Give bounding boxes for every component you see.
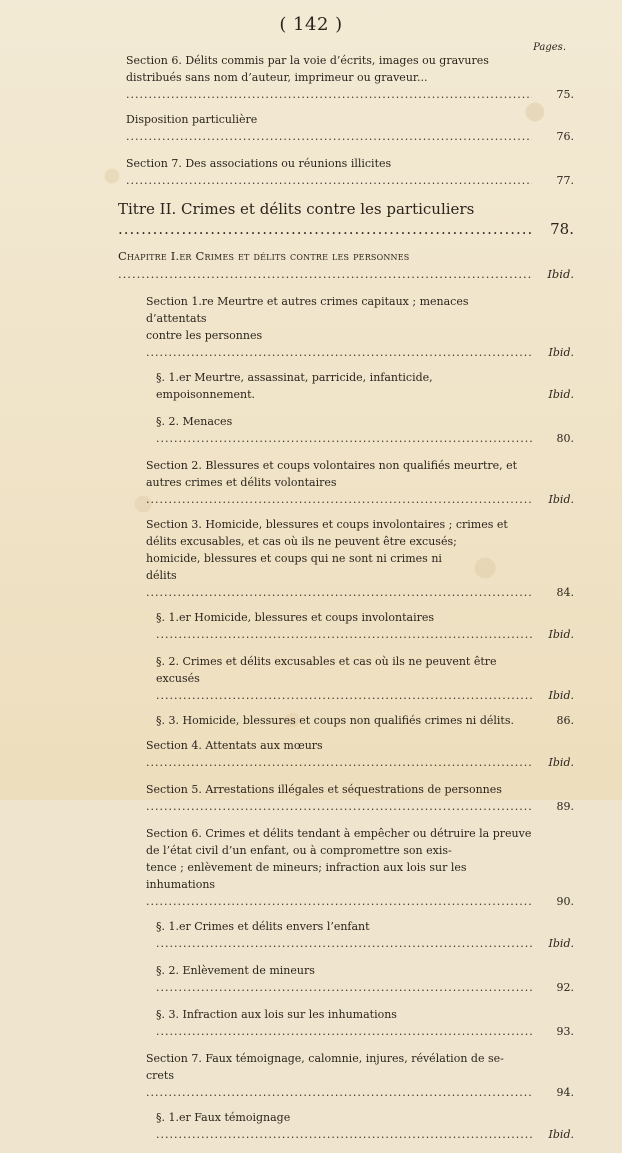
toc-entry-page: Ibid. — [548, 493, 574, 506]
page-number: ( 142 ) — [279, 14, 343, 35]
toc-entry-section-5 — [118, 781, 574, 815]
toc-entry-section-2 — [118, 457, 574, 508]
toc-entry-label: §. 3. Infraction aux lois sur les inhumations ..... — [156, 1006, 532, 1040]
toc-entry-paragraph-3-2 — [118, 653, 574, 704]
toc-entry-section-3 — [118, 516, 574, 601]
toc-entry-page: Ibid. — [548, 388, 574, 401]
toc-entry-paragraph-7-1 — [118, 1109, 574, 1143]
toc-entry-section-6-enfant — [118, 825, 574, 910]
toc-entry-label: Section 3. Homicide, blessures et coups involontaires ; crimes et délits excusables, et cas où ils ne peuvent être excusés; homicide, blessures et coups qui ne sont ni crimes ni délits ..... — [146, 516, 532, 601]
toc-entry-section-7-associations — [118, 155, 574, 189]
toc-entry-page: 94. — [556, 1086, 574, 1099]
table-of-contents — [118, 52, 574, 1153]
toc-entry-label: Chapitre I.er Crimes et délits contre les personnes ..... — [118, 247, 532, 283]
toc-entry-page: Ibid. — [548, 937, 574, 950]
toc-entry-paragraph-1 — [118, 369, 574, 403]
toc-entry-label: Section 6. Délits commis par la voie d’écrits, images ou gravures distribués sans nom d’auteur, imprimeur ou graveur... ..... — [126, 52, 532, 103]
toc-entry-paragraph-6-2 — [118, 962, 574, 996]
toc-entry-chapitre-i — [118, 247, 574, 283]
toc-entry-label: §. 3. Homicide, blessures et coups non qualifiés crimes ni délits. — [156, 714, 514, 727]
toc-entry-page: 75. — [556, 88, 574, 101]
toc-entry-page: 76. — [556, 130, 574, 143]
toc-entry-label: Titre II. Crimes et délits contre les particuliers ..... — [118, 199, 532, 239]
toc-entry-label: Section 5. Arrestations illégales et séquestrations de personnes ..... — [146, 781, 532, 815]
toc-entry-page: 77. — [556, 174, 574, 187]
toc-entry-label: §. 1.er Crimes et délits envers l’enfant ..... — [156, 918, 532, 952]
toc-entry-label: Section 7. Des associations ou réunions illicites ..... — [126, 155, 532, 189]
pages-label: Pages. — [533, 42, 566, 53]
toc-entry-page: 86. — [556, 714, 574, 727]
toc-entry-label: §. 2. Enlèvement de mineurs ..... — [156, 962, 532, 996]
toc-entry-page: Ibid. — [547, 267, 574, 281]
toc-entry-section-4 — [118, 737, 574, 771]
toc-entry-page: 90. — [556, 895, 574, 908]
toc-entry-paragraph-3-3 — [118, 712, 574, 729]
toc-entry-label: Section 6. Crimes et délits tendant à empêcher ou détruire la preuve de l’état civil d’un enfant, ou à compromettre son exis- tence ; enlèvement de mineurs; infraction aux lois sur les inhumations ..... — [146, 825, 532, 910]
toc-entry-paragraph-3-1 — [118, 609, 574, 643]
toc-entry-paragraph-6-3 — [118, 1006, 574, 1040]
toc-entry-label: Section 4. Attentats aux mœurs ..... — [146, 737, 532, 771]
toc-entry-label: Section 7. Faux témoignage, calomnie, injures, révélation de se- crets ..... — [146, 1050, 532, 1101]
toc-entry-page: Ibid. — [548, 628, 574, 641]
toc-entry-label: §. 1.er Faux témoignage ..... — [156, 1109, 532, 1143]
toc-entry-page: Ibid. — [548, 1128, 574, 1141]
toc-entry-label: Section 2. Blessures et coups volontaires non qualifiés meurtre, et autres crimes et délits volontaires ..... — [146, 457, 532, 508]
toc-entry-page: 80. — [556, 432, 574, 445]
toc-entry-label: §. 2. Menaces ..... — [156, 413, 532, 447]
toc-entry-label: Section 1.re Meurtre et autres crimes capitaux ; menaces d’attentats contre les personnes ..... — [146, 293, 532, 361]
toc-entry-titre-ii — [118, 199, 574, 239]
toc-entry-label: Disposition particulière ..... — [126, 111, 532, 145]
toc-entry-paragraph-2 — [118, 413, 574, 447]
toc-entry-label: §. 2. Crimes et délits excusables et cas où ils ne peuvent être excusés ..... — [156, 653, 532, 704]
toc-entry-section-6-delits — [118, 52, 574, 103]
toc-entry-page: 93. — [556, 1025, 574, 1038]
toc-entry-page: Ibid. — [548, 346, 574, 359]
toc-entry-section-1 — [118, 293, 574, 361]
toc-entry-disposition-particuliere — [118, 111, 574, 145]
toc-entry-paragraph-6-1 — [118, 918, 574, 952]
toc-entry-label: §. 1.er Homicide, blessures et coups involontaires ..... — [156, 609, 532, 643]
toc-entry-section-7-faux-temoignage — [118, 1050, 574, 1101]
toc-entry-page: 84. — [556, 586, 574, 599]
toc-entry-page: 89. — [556, 800, 574, 813]
toc-entry-page: 92. — [556, 981, 574, 994]
toc-entry-page: 78. — [550, 220, 574, 238]
toc-entry-label: §. 1.er Meurtre, assassinat, parricide, infanticide, empoisonnement. — [156, 371, 437, 401]
toc-entry-page: Ibid. — [548, 756, 574, 769]
toc-entry-page: Ibid. — [548, 689, 574, 702]
